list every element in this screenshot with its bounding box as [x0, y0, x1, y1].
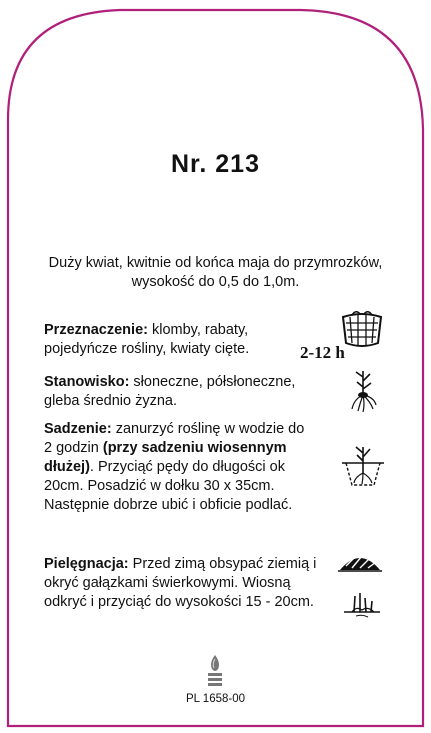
planting-hole-icon — [340, 443, 386, 489]
brand-logo-icon — [207, 655, 223, 687]
planting-text-bold: (przy sadzeniu wiosennym dłużej) — [44, 440, 287, 475]
planting-heading: Sadzenie: — [44, 421, 112, 437]
section-site — [44, 373, 334, 411]
planting-text-b: . Przyciąć pędy do długości ok 20cm. Posadzić w dołku 30 x 35cm. Następnie dobrze ubić i obficie podlać. — [44, 459, 293, 513]
product-code: PL 1658-00 — [185, 693, 246, 705]
section-care — [44, 555, 324, 612]
height-badge: 2-12 h — [300, 343, 345, 362]
site-text: słoneczne, półsłoneczne, gleba średnio żyzna. — [44, 374, 296, 409]
root-basket-icon — [338, 309, 386, 351]
site-heading: Stanowisko: — [44, 374, 130, 390]
section-purpose — [44, 321, 299, 359]
product-number-title: Nr. 213 — [170, 150, 260, 178]
care-text: Przed zimą obsypać ziemią i okryć gałązkami świerkowymi. Wiosną odkryć i przyciąć do wysokości 15 - 20cm. — [44, 556, 317, 610]
section-planting — [44, 420, 311, 515]
planting-text-a: zanurzyć roślinę w wodzie do 2 godzin — [44, 421, 305, 456]
bare-root-rose-icon — [348, 369, 378, 413]
purpose-heading: Przeznaczenie: — [44, 322, 148, 338]
intro-description: Duży kwiat, kwitnie od końca maja do przymrozków, wysokość do 0,5 do 1,0m. — [48, 255, 383, 290]
mulch-mound-icon — [338, 548, 382, 574]
pruned-stems-icon — [342, 590, 382, 620]
care-heading: Pielęgnacja: — [44, 556, 129, 572]
purpose-text: klomby, rabaty, pojedyńcze rośliny, kwiaty cięte. — [44, 322, 250, 357]
